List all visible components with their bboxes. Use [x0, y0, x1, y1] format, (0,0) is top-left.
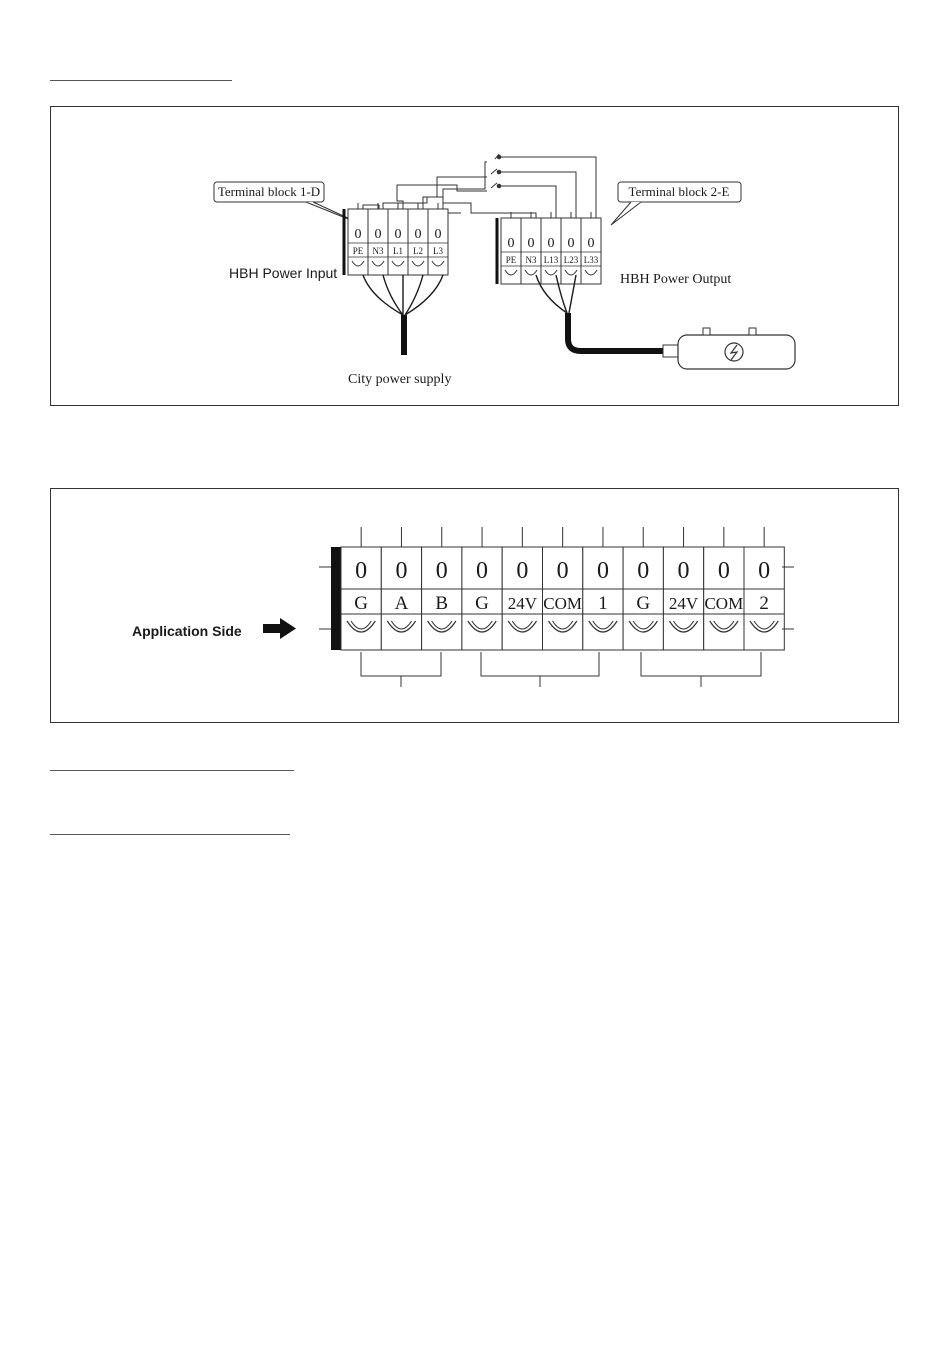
screw-glyph: 0 [677, 558, 690, 584]
output-terminal-l23 [561, 212, 581, 284]
header-rule-mid [50, 770, 294, 771]
switch-dot-1 [497, 155, 501, 159]
contact-l2 [491, 169, 497, 174]
output-terminal-pe [501, 212, 521, 284]
terminal-label: COM [704, 594, 744, 613]
switch-dot-2 [497, 170, 501, 174]
switch-dot-3 [497, 184, 501, 188]
contact-l1 [491, 183, 497, 188]
callout-right-text: Terminal block 2-E [628, 184, 730, 199]
screw-glyph: 0 [394, 227, 402, 242]
screw-glyph: 0 [717, 558, 730, 584]
terminal-label: L13 [543, 255, 559, 265]
app-terminal-6 [543, 527, 583, 650]
input-terminal-pe [348, 203, 368, 275]
terminal-block-2e [497, 212, 601, 284]
terminal-label: N3 [372, 246, 384, 256]
app-terminal-3 [422, 527, 462, 650]
bracket-group-1 [481, 652, 599, 676]
input-terminal-l1 [388, 203, 408, 275]
input-terminal-l3 [428, 203, 448, 275]
terminal-label: N3 [525, 255, 537, 265]
terminal-label: B [435, 593, 449, 614]
callout-left-text: Terminal block 1-D [217, 184, 321, 199]
terminal-label: COM [543, 594, 583, 613]
right-arrow-icon [263, 618, 296, 639]
terminal-label: L3 [433, 246, 443, 256]
terminal-strip-end-bar [331, 547, 341, 650]
figure-hbh-power-wiring [50, 106, 899, 406]
output-cable [568, 313, 671, 351]
wire-l2 [423, 177, 487, 209]
terminal-label: 1 [598, 593, 608, 614]
wire-l1a [397, 185, 411, 209]
application-side-label: Application Side [132, 623, 242, 639]
terminal-label: L23 [563, 255, 579, 265]
header-rule-bottom [50, 834, 290, 835]
terminal-label: L33 [583, 255, 599, 265]
hbh-power-output-label: HBH Power Output [620, 272, 732, 287]
screw-glyph: 0 [587, 236, 595, 251]
app-terminal-11 [744, 527, 784, 650]
screw-glyph: 0 [354, 227, 362, 242]
screw-glyph: 0 [395, 558, 408, 584]
terminal-label: L1 [393, 246, 403, 256]
screw-glyph: 0 [355, 558, 368, 584]
callout-terminal-block-2e [611, 182, 741, 225]
screw-glyph: 0 [547, 236, 555, 251]
screw-glyph: 0 [567, 236, 575, 251]
screw-glyph: 0 [758, 558, 771, 584]
bracket-rs485 [361, 652, 441, 676]
terminal-label: 24V [668, 594, 699, 613]
app-terminal-8 [623, 527, 663, 650]
input-terminal-l2 [408, 203, 428, 275]
terminal-label: PE [352, 246, 364, 256]
app-terminal-10 [704, 527, 744, 650]
output-terminal-n3 [521, 212, 541, 284]
output-terminal-l33 [581, 212, 601, 284]
screw-glyph: 0 [556, 558, 569, 584]
callout-terminal-block-1d [214, 182, 363, 225]
screw-glyph: 0 [414, 227, 422, 242]
app-terminal-2 [381, 527, 421, 650]
bracket-group-2 [641, 652, 761, 676]
wire-l1 [397, 185, 487, 191]
screw-glyph: 0 [637, 558, 650, 584]
figure-application-side-terminals [50, 488, 899, 723]
group-brackets [361, 652, 761, 687]
output-terminal-l13 [541, 212, 561, 284]
terminal-label: G [636, 593, 651, 614]
terminal-label: G [354, 593, 369, 614]
screw-glyph: 0 [374, 227, 382, 242]
screw-glyph: 0 [596, 558, 609, 584]
terminal-label: A [394, 593, 409, 614]
app-terminal-1 [341, 527, 381, 650]
screw-glyph: 0 [434, 227, 442, 242]
terminal-block-1d [344, 203, 448, 275]
screw-glyph: 0 [507, 236, 515, 251]
input-cable-fan [363, 275, 443, 315]
screw-glyph: 0 [516, 558, 529, 584]
app-terminal-9 [663, 527, 703, 650]
screw-glyph: 0 [527, 236, 535, 251]
wire-l23 [499, 172, 576, 218]
app-terminal-7 [583, 527, 623, 650]
city-power-supply-label: City power supply [348, 372, 452, 387]
terminal-label: G [475, 593, 489, 614]
screw-glyph: 0 [476, 558, 489, 584]
application-terminal-strip [341, 527, 784, 650]
terminal-label: 2 [759, 593, 769, 614]
terminal-label: L2 [413, 246, 423, 256]
input-terminal-n3 [368, 203, 388, 275]
hbh-power-input-label: HBH Power Input [229, 265, 338, 281]
header-rule-top [50, 80, 232, 81]
app-terminal-5 [502, 527, 542, 650]
application-terminal-diagram [51, 489, 900, 724]
terminal-label: 24V [507, 594, 537, 613]
terminal-label: PE [505, 255, 517, 265]
app-terminal-4 [462, 527, 502, 650]
wire-l33 [499, 157, 596, 218]
electric-heater [663, 328, 795, 369]
screw-glyph: 0 [435, 558, 448, 584]
hbh-wiring-diagram [51, 107, 900, 407]
